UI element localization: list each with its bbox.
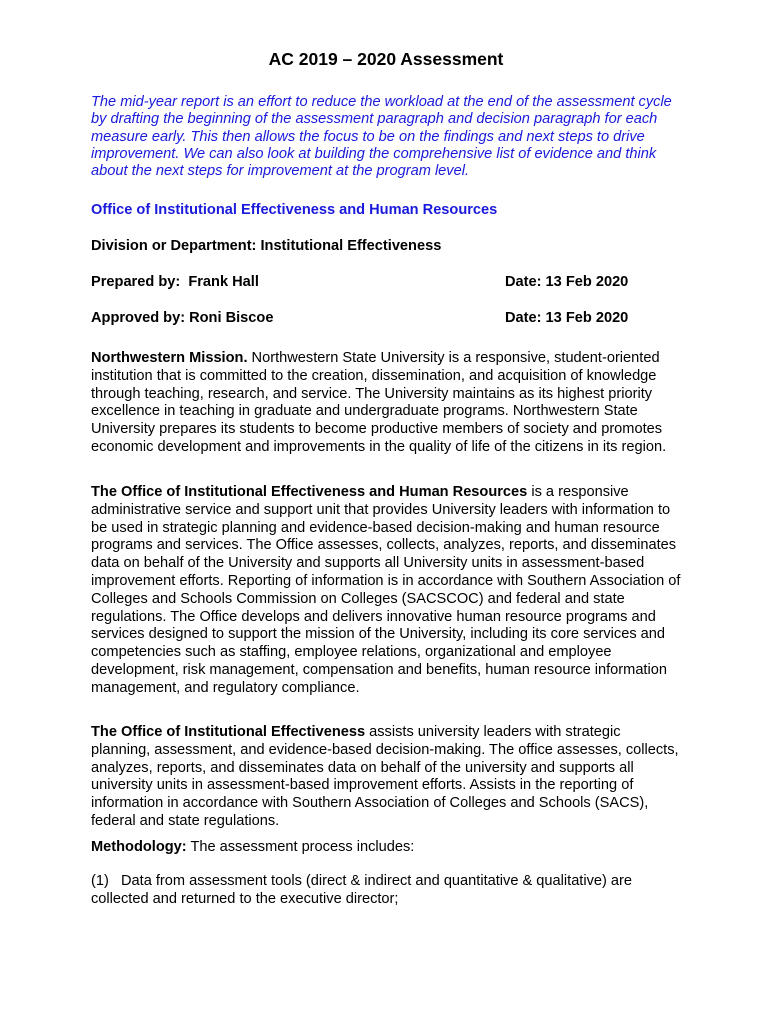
prepared-line — [91, 273, 681, 291]
oie-paragraph — [91, 724, 681, 831]
mission-paragraph — [91, 350, 681, 457]
methodology-label: Methodology: — [91, 839, 187, 855]
oiehr-label: The Office of Institutional Effectiveness and Human Resources — [91, 484, 528, 500]
division-label: Division or Department: Institutional Effectiveness — [91, 238, 442, 254]
division-line — [91, 237, 681, 255]
methodology-text: The assessment process includes: — [186, 839, 415, 855]
oiehr-paragraph — [91, 484, 681, 698]
mission-text: Northwestern State University is a responsive, student-oriented institution that is committed to the creation, dissemination, and acquisition of knowledge through teaching, research, and service. The University maintains as its highest priority excellence in teaching in graduate and undergraduate programs. Northwestern State University prepares its students to become productive members of society and promotes economic development and improvements in the quality of life of the citizens in its region. — [91, 350, 667, 455]
oie-label: The Office of Institutional Effectiveness — [91, 724, 366, 740]
oiehr-text: is a responsive administrative service and support unit that provides University leaders with information to be used in strategic planning and evidence-based decision-making and human resource programs and services. The Office assesses, collects, analyzes, reports, and disseminates data on behalf of the University and supports all University units in assessment-based improvement efforts. Reporting of information is in accordance with Southern Association of Colleges and Schools Commission on Colleges (SACSCOC) and federal and state regulations. The Office develops and delivers innovative human resource programs and services designed to support the mission of the University, including its core services and competencies such as staffing, employee relations, organizational and employee development, risk management, compensation and benefits, human resource information management, and regulatory compliance. — [91, 484, 681, 696]
intro-paragraph: The mid-year report is an effort to reduce the workload at the end of the assessment cycle by drafting the beginning of the assessment paragraph and decision paragraph for each measure early. This then allows the focus to be on the findings and next steps to drive improvement. We can also look at building the comprehensive list of evidence and think about the next steps for improvement at the program level. — [91, 94, 672, 180]
approved-by: Approved by: Roni Biscoe — [91, 310, 274, 326]
approved-date: Date: 13 Feb 2020 — [505, 310, 629, 326]
methodology-step-1: (1) Data from assessment tools (direct & indirect and quantitative & qualitative) are collected and returned to the executive director; — [91, 873, 637, 907]
mission-label: Northwestern Mission. — [91, 350, 248, 366]
prepared-by: Prepared by: Frank Hall — [91, 274, 259, 290]
methodology-paragraph — [91, 839, 681, 857]
page-title: AC 2019 – 2020 Assessment — [268, 49, 504, 69]
approved-line — [91, 309, 681, 327]
oie-text: assists university leaders with strategic planning, assessment, and evidence-based decision-making. The office assesses, collects, analyzes, reports, and disseminates data on behalf of the university and supports all university units in assessment-based improvement efforts. Assists in the reporting of information in accordance with Southern Association of Colleges and Schools (SACS), federal and state regulations. — [91, 724, 679, 829]
office-heading: Office of Institutional Effectiveness and Human Resources — [91, 202, 498, 218]
prepared-date: Date: 13 Feb 2020 — [505, 274, 629, 290]
